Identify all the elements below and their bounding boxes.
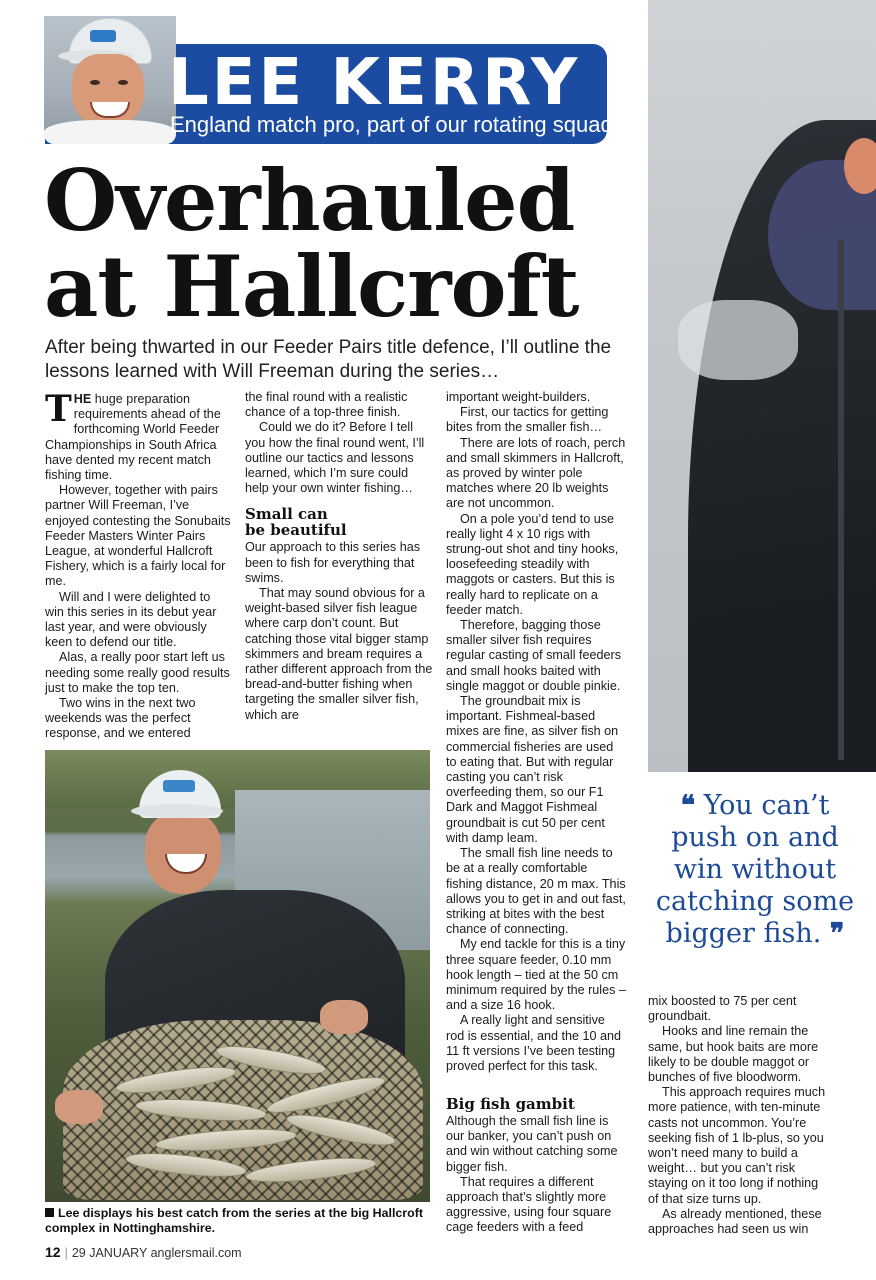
paragraph: A really light and sensitive rod is essential, and the 10 and 11 ft versions I’ve been testing proved perfect for this task.: [446, 1013, 622, 1073]
paragraph: The small fish line needs to be at a really comfortable fishing distance, 20 m max. This allows you to get in and out fast, striking at bites with the best chance of connecting.: [446, 846, 626, 937]
paragraph: On a pole you’d tend to use really light 4 x 10 rigs with strung-out shot and tiny hooks, loosefeeding steadily with maggots or casters. But this is really hard to replicate on a feeder match.: [446, 511, 619, 617]
paragraph: There are lots of roach, perch and small skimmers in Hallcroft, as proved by winter pole matches where 20 lb weights are not uncommon.: [446, 435, 626, 511]
paragraph: THE huge preparation requirements ahead of the forthcoming World Feeder Championships in South Africa have dented my recent match fishing time.: [45, 388, 221, 483]
caption-marker-icon: [45, 1208, 54, 1217]
website: anglersmail.com: [150, 1246, 242, 1260]
issue-date: 29 JANUARY: [71, 1246, 148, 1260]
paragraph: Hooks and line remain the same, but hook baits are more likely to be double maggot or bunches of five bloodworm.: [648, 1024, 819, 1085]
headline-line-2: at Hallcroft: [44, 237, 579, 336]
paragraph: Will and I were delighted to win this series in its debut year last year, and were obviously keen to defend our title.: [45, 589, 217, 650]
subhead-small-can: Small can be beautiful: [245, 505, 347, 540]
body-column-1: [45, 388, 231, 742]
page-folio: [45, 1244, 242, 1261]
paragraph: That requires a different approach that’s slightly more aggressive, using four square cage feeders with a feed: [446, 1174, 612, 1235]
body-column-3-lower: [446, 1096, 626, 1236]
angler-closeup-photo: [648, 0, 876, 772]
body-column-4: [648, 994, 830, 1237]
subhead-big-fish-gambit: Big fish gambit: [446, 1095, 575, 1113]
paragraph: The groundbait mix is important. Fishmeal-based mixes are fine, as silver fish on commercial fisheries are used to eating that. But with regular casting you can’t risk overfeeding them, so our F1 Dark and Maggot Fishmeal groundbait is cut 50 per cent with damp leam.: [446, 694, 619, 845]
catch-photo: [45, 750, 430, 1202]
paragraph: Our approach to this series has been to fish for everything that swims.: [245, 540, 421, 585]
paragraph: This approach requires much more patience, with ten-minute casts not uncommon. You’re seeking fish of 1 lb-plus, so you won’t need many to build a weight… but you can’t risk staying on it too long if nothing of that size turns up.: [648, 1085, 826, 1206]
paragraph: mix boosted to 75 per cent groundbait.: [648, 994, 797, 1024]
photo-caption: Lee displays his best catch from the series at the big Hallcroft complex in Nottinghamshire.: [45, 1206, 423, 1235]
author-name: LEE KERRY: [168, 46, 581, 120]
paragraph: That may sound obvious for a weight-based silver fish league where carp don’t count. But catching those vital bigger stamp skimmers and bream requires a rather different approach from the bread-and-butter fishing when targeting the smaller silver fish, which are: [245, 586, 433, 722]
folio-separator: |: [64, 1246, 68, 1260]
paragraph: important weight-builders.: [446, 390, 591, 404]
paragraph: However, together with pairs partner Will Freeman, I’ve enjoyed contesting the Sonubaits Feeder Masters Winter Pairs League, at wonderful Hallcroft Fishery, which is a fairly local for me.: [45, 483, 231, 589]
paragraph: First, our tactics for getting bites from the smaller fish…: [446, 405, 609, 435]
paragraph: Two wins in the next two weekends was the perfect response, and we entered: [45, 696, 196, 741]
paragraph: Alas, a really poor start left us needing some really good results just to make the top ten.: [45, 650, 230, 695]
open-quote-icon: ❝: [680, 790, 696, 821]
paragraph: Therefore, bagging those smaller silver fish requires regular casting of small feeders and small hooks baited with single maggot or double pinkie.: [446, 618, 621, 693]
paragraph: My end tackle for this is a tiny three square feeder, 0.10 mm hook length – tied at the 50 cm minimum required by the rules – and a size 16 hook.: [446, 937, 626, 1013]
standfirst: After being thwarted in our Feeder Pairs title defence, I’ll outline the lessons learned with Will Freeman during the series…: [45, 337, 612, 382]
close-quote-icon: ❞: [829, 918, 845, 949]
author-portrait: [44, 16, 176, 144]
paragraph: Although the small fish line is our banker, you can’t push on and win without catching some bigger fish.: [446, 1114, 618, 1174]
paragraph: As already mentioned, these approaches had seen us win: [648, 1206, 822, 1237]
drop-cap: T: [45, 388, 72, 430]
pull-quote: [650, 790, 860, 950]
headline-line-1: Overhauled: [44, 151, 575, 250]
page-number: 12: [45, 1244, 61, 1260]
pull-quote-text: You can’t push on and win without catching some bigger fish.: [655, 790, 855, 949]
headline: [44, 151, 644, 336]
body-column-2: [245, 390, 433, 723]
paragraph: Could we do it? Before I tell you how the final round went, I’ll outline our tactics and lessons learned, which I’m sure could help your own winter fishing…: [245, 420, 425, 496]
author-subtitle: England match pro, part of our rotating squad.: [170, 112, 619, 137]
paragraph: the final round with a realistic chance of a top-three finish.: [245, 390, 408, 420]
body-column-3: [446, 390, 626, 1074]
